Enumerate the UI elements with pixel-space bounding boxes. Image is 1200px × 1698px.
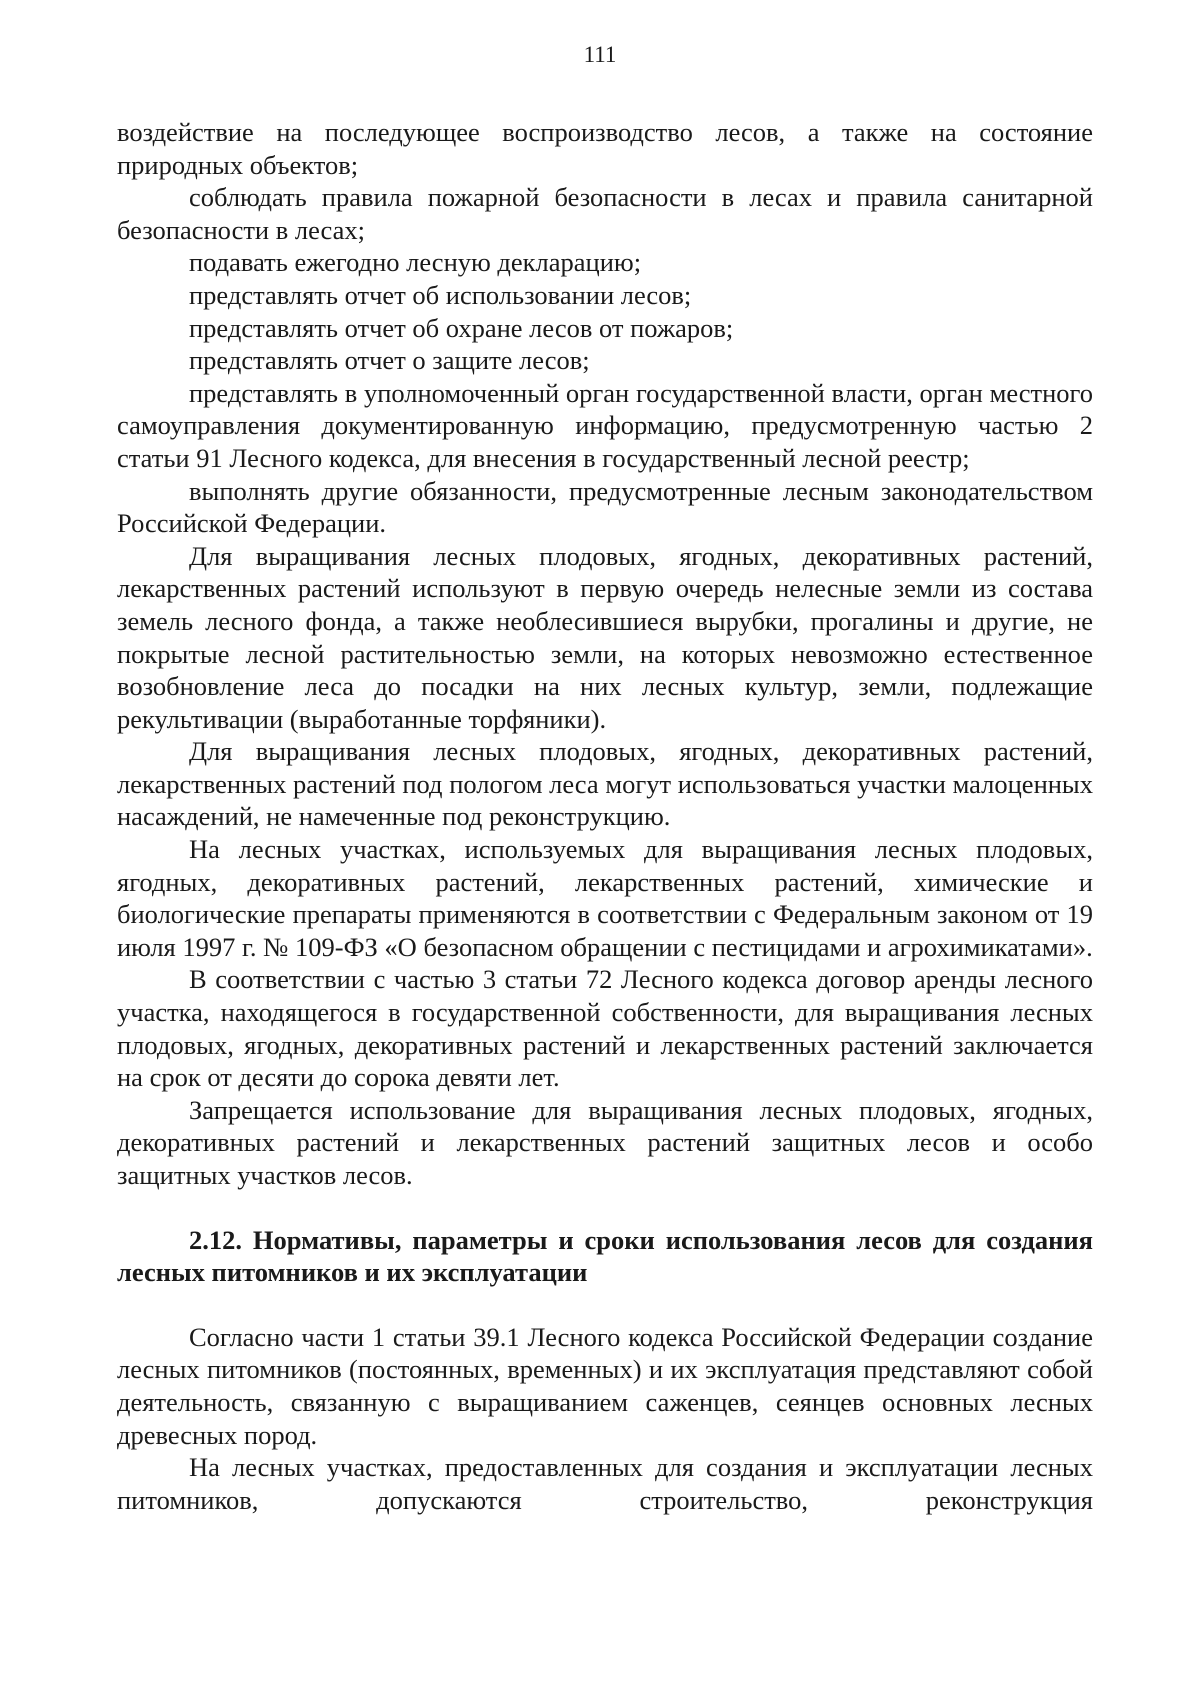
section-heading: 2.12. Нормативы, параметры и сроки использования лесов для создания лесных питомников и их эксплуатации <box>117 1224 1093 1288</box>
paragraph: Для выращивания лесных плодовых, ягодных, декоративных растений, лекарственных растений под пологом леса могут использоваться участки малоценных насаждений, не намеченные под реконструкцию. <box>117 736 1093 832</box>
paragraph: выполнять другие обязанности, предусмотренные лесным законодательством Российской Федерации. <box>117 475 1093 539</box>
paragraph: подавать ежегодно лесную декларацию; <box>189 247 642 278</box>
document-body <box>117 116 1093 1516</box>
paragraph: В соответствии с частью 3 статьи 72 Лесного кодекса договор аренды лесного участка, находящегося в государственной собственности, для выращивания лесных плодовых, ягодных, декоративных растений и лекарственных растений заключается на срок от десяти до сорока девяти лет. <box>117 964 1093 1093</box>
paragraph: Запрещается использование для выращивания лесных плодовых, ягодных, декоративных растений и лекарственных растений защитных лесов и особо защитных участков лесов. <box>117 1094 1093 1190</box>
paragraph: На лесных участках, используемых для выращивания лесных плодовых, ягодных, декоративных растений, лекарственных растений, химические и биологические препараты применяются в соответствии с Федеральным законом от 19 июля 1997 г. № 109-ФЗ «О безопасном обращении с пестицидами и агрохимикатами». <box>117 834 1093 962</box>
paragraph: воздействие на последующее воспроизводство лесов, а также на состояние природных объектов; <box>117 117 1093 180</box>
page-number: 111 <box>583 42 617 67</box>
paragraph: представлять отчет о защите лесов; <box>189 345 590 376</box>
paragraph: Для выращивания лесных плодовых, ягодных, декоративных растений, лекарственных растений используют в первую очередь нелесные земли из состава земель лесного фонда, а также необлесившиеся вырубки, прогалины и другие, не покрытые лесной растительностью земли, на которых невозможно естественное возобновление леса до посадки на них лесных культур, земли, подлежащие рекультивации (выработанные торфяники). <box>117 540 1093 734</box>
paragraph: На лесных участках, предоставленных для создания и эксплуатации лесных питомников, допускаются строительство, реконструкция <box>117 1452 1093 1515</box>
paragraph: соблюдать правила пожарной безопасности в лесах и правила санитарной безопасности в лесах; <box>117 182 1093 245</box>
paragraph: представлять в уполномоченный орган государственной власти, орган местного самоуправления документированную информацию, предусмотренную частью 2 статьи 91 Лесного кодекса, для внесения в государственный лесной реестр; <box>117 377 1093 473</box>
paragraph: представлять отчет об использовании лесов; <box>189 279 692 310</box>
paragraph: Согласно части 1 статьи 39.1 Лесного кодекса Российской Федерации создание лесных питомников (постоянных, временных) и их эксплуатация представляют собой деятельность, связанную с выращиванием саженцев, сеянцев основных лесных древесных пород. <box>117 1321 1093 1450</box>
paragraph: представлять отчет об охране лесов от пожаров; <box>189 312 734 343</box>
